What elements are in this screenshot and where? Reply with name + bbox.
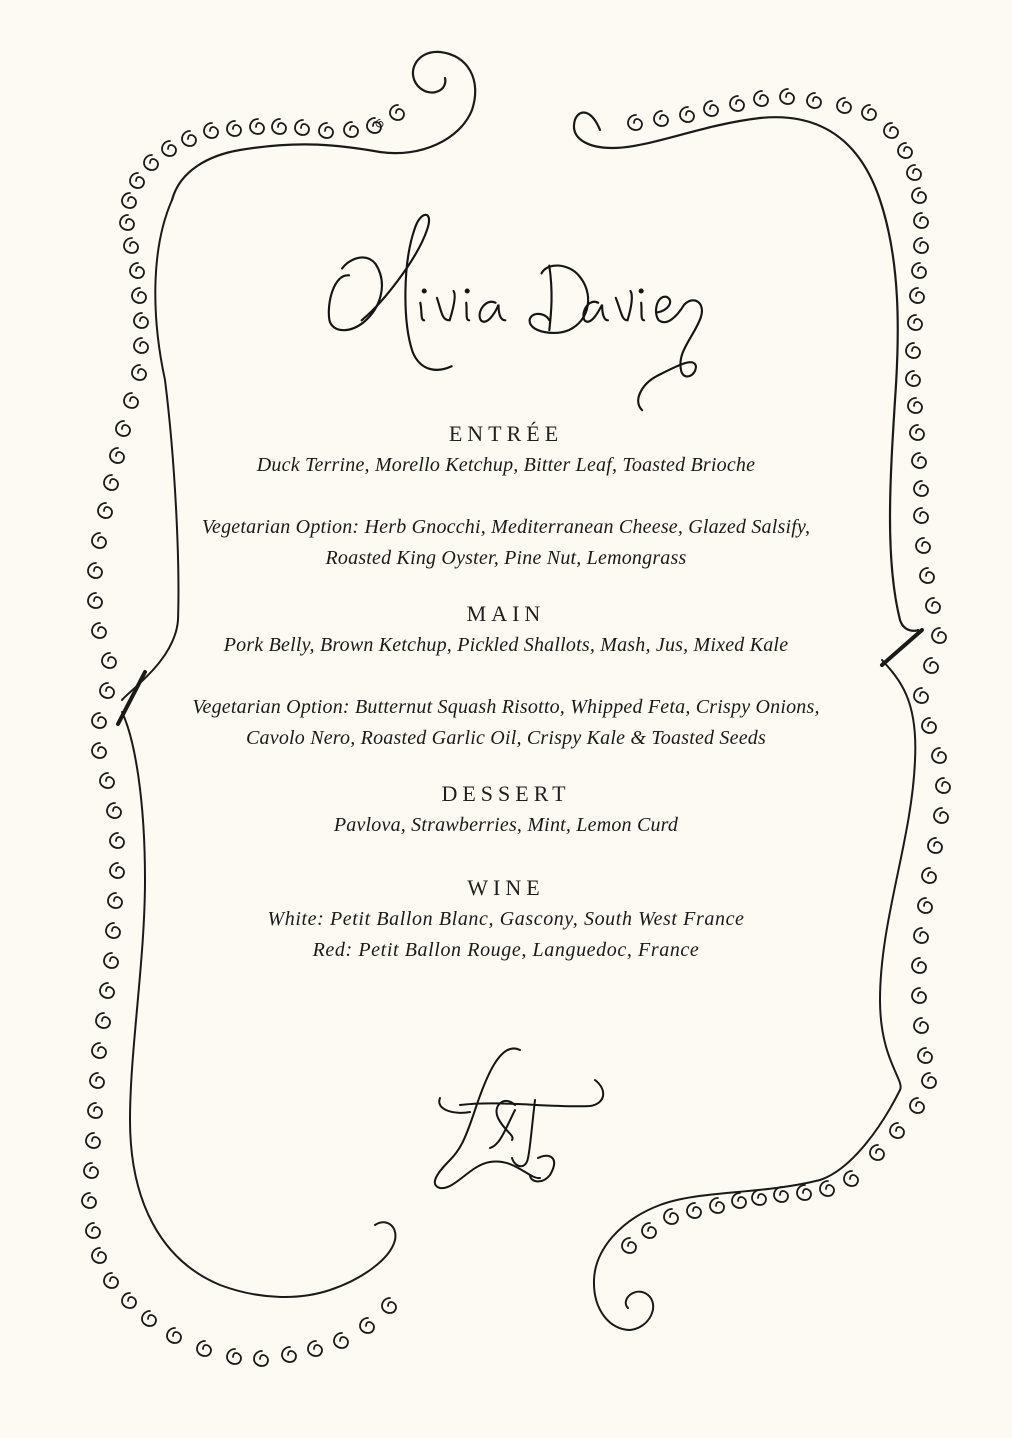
section-heading-main: MAIN (466, 601, 546, 626)
section-heading-dessert: DESSERT (441, 781, 571, 806)
menu-item: Duck Terrine, Morello Ketchup, Bitter Leaf, Toasted Brioche (256, 454, 756, 476)
section-heading-wine: WINE (467, 875, 545, 900)
section-wine (140, 872, 872, 966)
menu-item-vegetarian-line2: Roasted King Oyster, Pine Nut, Lemongrass (325, 547, 687, 569)
monogram-logo (420, 1040, 620, 1190)
section-main (140, 598, 872, 754)
menu-item-vegetarian: Vegetarian Option: Butternut Squash Risotto, Whipped Feta, Crispy Onions, (192, 696, 820, 718)
section-entree (140, 418, 872, 574)
section-dessert (140, 778, 872, 841)
menu-item: Pork Belly, Brown Ketchup, Pickled Shallots, Mash, Jus, Mixed Kale (223, 634, 789, 656)
menu-item: Pavlova, Strawberries, Mint, Lemon Curd (333, 814, 679, 836)
menu-content (140, 418, 872, 966)
menu-item-vegetarian: Vegetarian Option: Herb Gnocchi, Mediterranean Cheese, Glazed Salsify, (201, 516, 811, 538)
guest-name-script (300, 205, 740, 420)
menu-item-vegetarian-line2: Cavolo Nero, Roasted Garlic Oil, Crispy Kale & Toasted Seeds (246, 727, 766, 749)
section-heading-entree: ENTRÉE (448, 421, 564, 446)
wine-white: White: Petit Ballon Blanc, Gascony, South West France (267, 908, 745, 930)
wine-red: Red: Petit Ballon Rouge, Languedoc, France (312, 939, 700, 961)
